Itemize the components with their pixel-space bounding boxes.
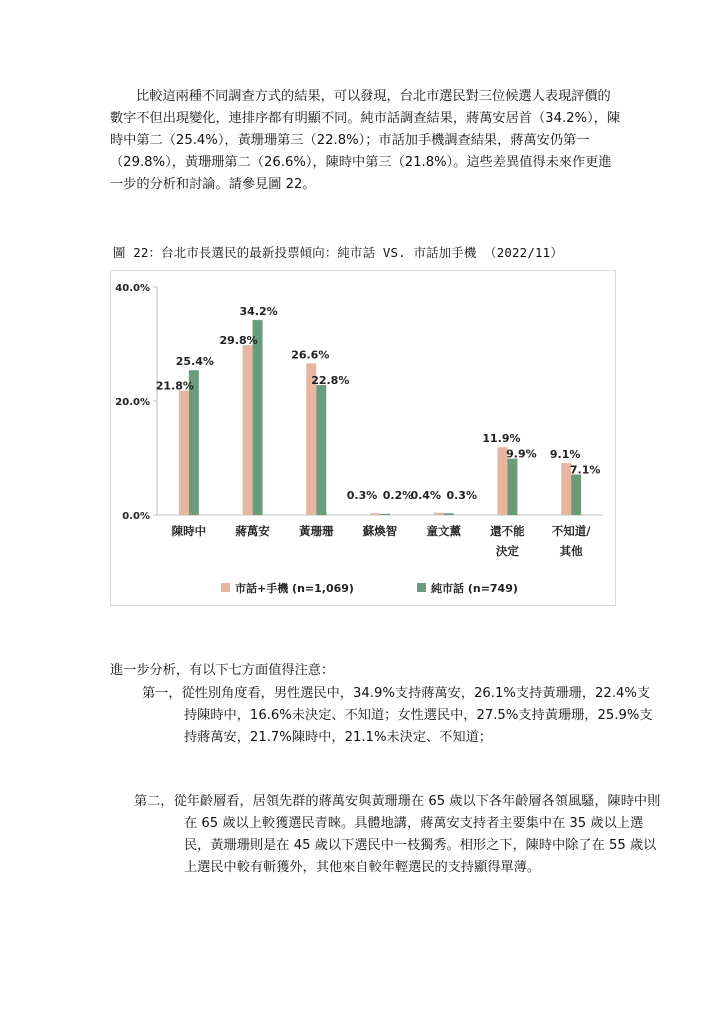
bar-chart: [110, 270, 616, 606]
legend-label: 純市話 (n=749): [431, 582, 518, 595]
bar-landline: [253, 320, 263, 515]
point-1-label: 第一，: [142, 686, 182, 701]
bar-landline: [507, 459, 517, 515]
bar-mobile: [179, 391, 189, 515]
y-tick-label: 40.0%: [115, 283, 150, 294]
analysis-lead: 進一步分析，有以下七方面值得注意：: [110, 663, 335, 678]
data-label: 21.8%: [155, 379, 194, 393]
data-label: 22.8%: [311, 374, 350, 388]
y-tick-label: 20.0%: [115, 397, 150, 408]
legend-label: 市話+手機 (n=1,069): [235, 582, 354, 595]
category-label: 蘇煥智: [362, 524, 398, 538]
data-label: 0.3%: [446, 489, 477, 502]
data-label: 9.1%: [549, 448, 581, 462]
category-label: 決定: [495, 544, 519, 558]
point-2-text: 從年齡層看，居領先群的蔣萬安與黃珊珊在 65 歲以下各年齡層各領風騷，陳時中則在 65 歲以上較獲選民青睞。具體地講，蔣萬安支持者主要集中在 35 歲以上選民，黃珊珊則是在 45 歲以下選民中一枝獨秀。相形之下，陳時中除了在 55 歲以上選民中較有斬獲外，其他來自較年輕選民的支持顯得單薄。: [173, 794, 661, 875]
chart-svg: [111, 271, 617, 607]
y-tick-label: 0.0%: [122, 511, 150, 522]
data-label: 0.2%: [382, 489, 414, 502]
category-label: 還不能: [490, 524, 525, 538]
data-label: 0.3%: [346, 489, 378, 502]
bar-mobile: [434, 513, 444, 515]
bar-landline: [571, 475, 581, 515]
intro-paragraph: 比較這兩種不同調查方式的結果，可以發現，台北市選民對三位候選人表現評價的數字不但出現變化，連排序都有明顯不同。純市話調查結果，蔣萬安居首（34.2%），陳時中第二（25.4%），黃珊珊第三（22.8%）；市話加手機調查結果，蔣萬安仍第一（29.8%），黃珊珊第二（26.6%），陳時中第三（21.8%）。這些差異值得未來作更進一步的分析和討論。請參見圖 22。: [110, 89, 621, 192]
point-2: [134, 791, 662, 879]
legend-swatch: [417, 583, 426, 592]
point-2-label: 第二，: [134, 794, 174, 809]
data-label: 25.4%: [175, 355, 214, 369]
category-label: 不知道/: [551, 524, 591, 538]
data-label: 11.9%: [482, 432, 521, 446]
data-label: 29.8%: [219, 334, 258, 348]
point-1-text: 從性別角度看，男性選民中，34.9%支持蔣萬安，26.1%支持黃珊珊，22.4%支持陳時中，16.6%未決定、不知道；女性選民中，27.5%支持黃珊珊，25.9%支持蔣萬安，21.7%陳時中，21.1%未決定、不知道；: [181, 686, 653, 745]
bar-landline: [444, 513, 454, 515]
category-label: 其他: [559, 544, 583, 558]
data-label: 26.6%: [291, 348, 330, 362]
legend-swatch: [221, 583, 230, 592]
figure-caption: 圖 22：台北市長選民的最新投票傾向：純市話 VS. 市話加手機 （2022/11）: [113, 245, 563, 260]
category-label: 陳時中: [171, 524, 207, 538]
data-label: 0.4%: [410, 489, 441, 502]
point-1: [142, 683, 654, 749]
data-label: 7.1%: [569, 463, 601, 477]
category-label: 黃珊珊: [299, 524, 334, 538]
data-label: 34.2%: [239, 305, 278, 319]
category-label: 童文薰: [426, 524, 461, 538]
data-label: 9.9%: [506, 447, 537, 461]
bar-mobile: [370, 513, 380, 515]
category-label: 蔣萬安: [235, 524, 270, 538]
bar-landline: [316, 385, 326, 515]
bar-mobile: [243, 345, 253, 515]
bar-landline: [380, 514, 390, 515]
